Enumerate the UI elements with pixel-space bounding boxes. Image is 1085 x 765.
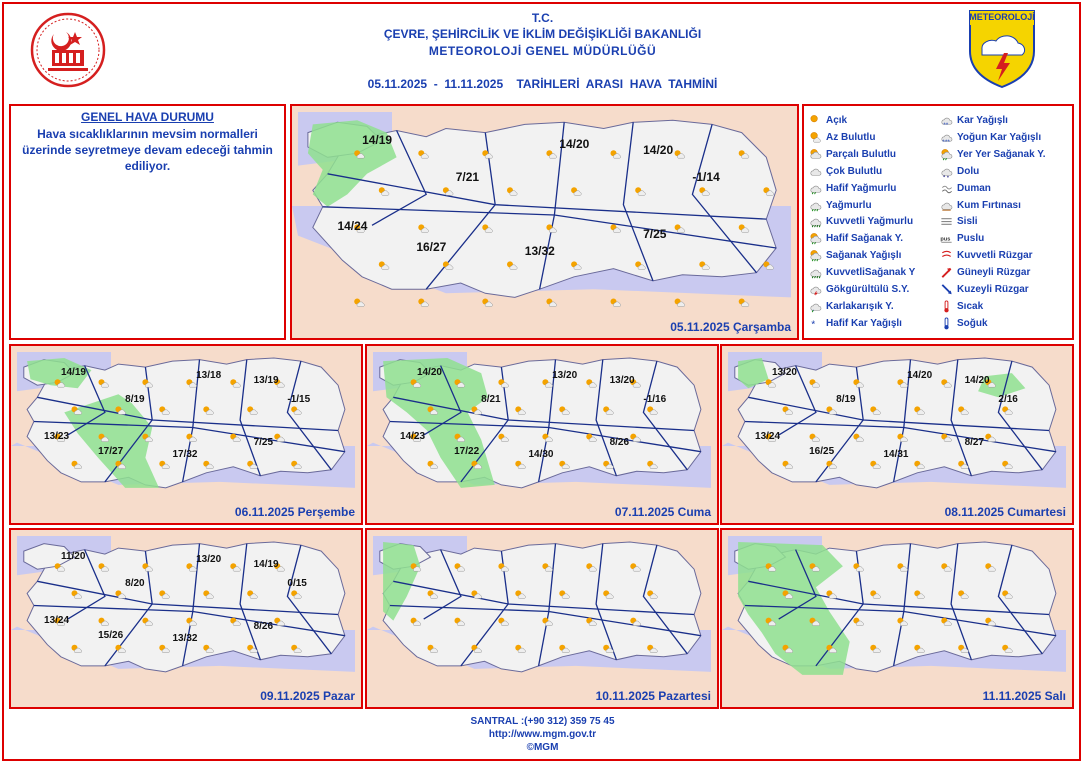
south-wind-icon <box>940 266 953 279</box>
temperature-label: 8/26 <box>253 620 274 632</box>
legend-item <box>940 213 978 230</box>
temperature-label: 13/23 <box>44 430 70 442</box>
legend-label: Soğuk <box>957 317 988 329</box>
legend-label: Karlakarışık Y. <box>826 300 894 312</box>
temperature-label: 14/20 <box>907 370 933 382</box>
cloud-icon <box>809 165 822 178</box>
legend-item <box>809 264 915 281</box>
rain-icon <box>809 199 822 212</box>
sun-small-cloud-icon <box>809 131 822 144</box>
svg-text:**: ** <box>943 122 949 128</box>
header-tc: T.C. <box>531 11 554 25</box>
svg-text:pus: pus <box>940 236 951 243</box>
temperature-label: 13/32 <box>172 632 198 644</box>
temperature-label: 0/15 <box>287 578 307 590</box>
temperature-label: -1/15 <box>287 394 311 406</box>
temperature-label: 8/27 <box>964 436 985 448</box>
legend-label: Kuvvetli Rüzgar <box>957 250 1033 262</box>
legend-item <box>940 230 984 247</box>
legend-item <box>809 146 896 163</box>
legend-item <box>940 197 1021 214</box>
sleet-icon <box>809 300 822 313</box>
thunderstorm-icon <box>809 283 822 296</box>
map-day-1 <box>290 104 799 340</box>
legend-item <box>809 281 909 298</box>
map-day-3 <box>365 344 719 525</box>
temperature-label: -1/16 <box>643 394 667 406</box>
legend-item <box>940 180 991 197</box>
temperature-label: 13/18 <box>196 370 222 382</box>
heavy-snow-icon <box>940 131 953 144</box>
legend-item <box>940 264 1030 281</box>
legend-label: Dolu <box>957 165 980 177</box>
map-day-4 <box>720 344 1074 525</box>
temperature-label: 14/30 <box>528 448 554 460</box>
legend-label: Hafif Sağanak Y. <box>826 233 904 245</box>
legend-item <box>809 230 903 247</box>
day-label: 09.11.2025 Pazar <box>260 689 355 703</box>
legend-item <box>809 163 882 180</box>
legend-label: Yağmurlu <box>826 199 872 211</box>
legend-label: Hafif Yağmurlu <box>826 182 897 194</box>
temperature-label: 13/20 <box>771 367 797 379</box>
light-rain-icon <box>809 182 822 195</box>
haze-icon <box>940 232 953 245</box>
legend-item <box>809 112 847 129</box>
general-weather-text: Hava sıcaklıklarının mevsim normalleri üzerinde seyretmeye devam edeceği tahmin ediliyor. <box>22 127 273 173</box>
legend-item <box>940 281 1029 298</box>
temperature-label: 14/19 <box>253 558 279 570</box>
day-label: 07.11.2025 Cuma <box>614 505 711 519</box>
snow-icon <box>940 114 953 127</box>
temperature-label: 14/23 <box>400 430 426 442</box>
temperature-label: 13/20 <box>552 370 578 382</box>
header-dates: 05.11.2025 - 11.11.2025 TARİHLERİ ARASI HAVA TAHMİNİ <box>367 77 718 91</box>
temperature-label: 15/26 <box>98 629 124 641</box>
temperature-label: 13/19 <box>253 374 279 386</box>
legend-label: Hafif Kar Yağışlı <box>826 317 902 329</box>
temperature-label: 16/27 <box>416 239 447 254</box>
legend-label: Kar Yağışlı <box>957 115 1008 126</box>
temperature-label: 14/20 <box>416 367 442 379</box>
legend-item <box>809 247 901 264</box>
legend-item <box>809 298 894 315</box>
meteoroloji-logo-text: METEOROLOJİ <box>969 12 1035 22</box>
legend-item <box>809 197 872 214</box>
sandstorm-icon <box>940 199 953 212</box>
temperature-label: 13/32 <box>524 243 555 258</box>
legend-item <box>809 213 913 230</box>
north-wind-icon <box>940 283 953 296</box>
scattered-shower-icon <box>940 148 953 161</box>
temperature-label: 13/24 <box>44 614 70 626</box>
general-weather-box <box>9 104 286 340</box>
legend-item <box>940 247 1033 264</box>
legend-label: Sağanak Yağışlı <box>826 250 902 262</box>
legend-label: Gökgürültülü S.Y. <box>826 284 910 295</box>
map-day-5 <box>9 528 363 709</box>
legend-label: Puslu <box>957 233 985 245</box>
legend-item <box>940 163 979 180</box>
legend-label: Kuvvetli Yağmurlu <box>826 216 914 228</box>
legend-item <box>940 298 983 315</box>
turkey-map <box>722 530 1072 707</box>
legend-label: Sisli <box>957 216 978 228</box>
temperature-label: 14/31 <box>883 448 909 460</box>
temperature-label: 13/20 <box>196 554 222 566</box>
heavy-shower-icon <box>809 266 822 279</box>
temperature-label: 7/21 <box>455 169 480 184</box>
day-label: 08.11.2025 Cumartesi <box>944 505 1066 519</box>
temperature-label: 11/20 <box>60 551 86 563</box>
legend-label: Açık <box>826 115 848 126</box>
hot-icon <box>940 300 953 313</box>
svg-text:***: *** <box>942 138 950 145</box>
temperature-label: 17/22 <box>454 445 480 457</box>
legend-label: Az Bulutlu <box>826 131 876 143</box>
legend-item <box>809 315 902 332</box>
temperature-label: 17/27 <box>98 445 124 457</box>
temperature-label: 14/20 <box>964 374 990 386</box>
temperature-label: 13/20 <box>609 374 635 386</box>
smoke-icon <box>940 182 953 195</box>
temperature-label: 8/26 <box>609 436 630 448</box>
day-label: 11.11.2025 Salı <box>982 689 1066 703</box>
sun-icon <box>809 114 822 127</box>
light-shower-icon <box>809 232 822 245</box>
temperature-label: 14/20 <box>559 136 590 151</box>
strong-wind-icon <box>940 249 953 262</box>
legend-label: Sıcak <box>957 300 984 312</box>
legend-label: KuvvetliSağanak Y <box>826 267 916 279</box>
footer-phone: SANTRAL :(+90 312) 359 75 45 <box>470 716 615 727</box>
svg-text:*: * <box>811 319 816 331</box>
light-snow-icon <box>809 317 822 330</box>
map-day-2 <box>9 344 363 525</box>
legend-item <box>809 129 875 146</box>
temperature-label: -1/14 <box>692 169 720 184</box>
temperature-label: 16/25 <box>809 445 835 457</box>
legend-box <box>802 104 1074 340</box>
temperature-label: 7/25 <box>643 227 667 242</box>
day-label: 10.11.2025 Pazartesi <box>595 689 711 703</box>
legend-label: Duman <box>957 182 991 194</box>
temperature-label: 2/16 <box>998 394 1018 406</box>
header-ministry: ÇEVRE, ŞEHİRCİLİK VE İKLİM DEĞİŞİKLİĞİ BAKANLIĞI <box>383 27 702 41</box>
heavy-rain-icon <box>809 215 822 228</box>
temperature-label: 17/32 <box>172 448 198 460</box>
map-day-7 <box>720 528 1074 709</box>
temperature-label: 13/24 <box>755 430 781 442</box>
footer-url[interactable]: http://www.mgm.gov.tr <box>488 729 597 740</box>
legend-label: Güneyli Rüzgar <box>957 267 1031 279</box>
sun-cloud-icon <box>809 148 822 161</box>
temperature-label: 14/19 <box>362 132 393 147</box>
legend-item <box>940 112 1008 129</box>
general-weather-title: GENEL HAVA DURUMU <box>81 110 214 124</box>
cold-icon <box>940 317 953 330</box>
legend-item <box>940 315 988 332</box>
legend-label: Parçalı Bulutlu <box>826 148 897 160</box>
header-mgm: METEOROLOJİ GENEL MÜDÜRLÜĞÜ <box>428 44 657 58</box>
legend-label: Kuzeyli Rüzgar <box>957 284 1029 295</box>
footer-copyright: ©MGM <box>526 742 559 753</box>
legend-label: Yer Yer Sağanak Y. <box>957 148 1046 160</box>
temperature-label: 8/19 <box>836 394 856 406</box>
legend-item <box>809 180 896 197</box>
temperature-label: 8/21 <box>481 394 501 406</box>
temperature-label: 8/20 <box>125 578 145 590</box>
legend-label: Yoğun Kar Yağışlı <box>957 131 1042 143</box>
temperature-label: 8/19 <box>125 394 145 406</box>
day-label: 06.11.2025 Perşembe <box>234 505 355 519</box>
turkey-map <box>367 530 717 707</box>
legend-item <box>940 146 1046 163</box>
hail-icon <box>940 165 953 178</box>
legend-label: Kum Fırtınası <box>957 199 1021 211</box>
map-day-6 <box>365 528 719 709</box>
day-label: 05.11.2025 Çarşamba <box>670 320 791 334</box>
legend-label: Çok Bulutlu <box>826 165 883 177</box>
temperature-label: 7/25 <box>253 436 274 448</box>
fog-icon <box>940 215 953 228</box>
temperature-label: 14/19 <box>60 367 86 379</box>
shower-icon <box>809 249 822 262</box>
temperature-label: 14/20 <box>643 142 674 157</box>
legend-item <box>940 129 1041 146</box>
temperature-label: 14/24 <box>337 219 368 234</box>
